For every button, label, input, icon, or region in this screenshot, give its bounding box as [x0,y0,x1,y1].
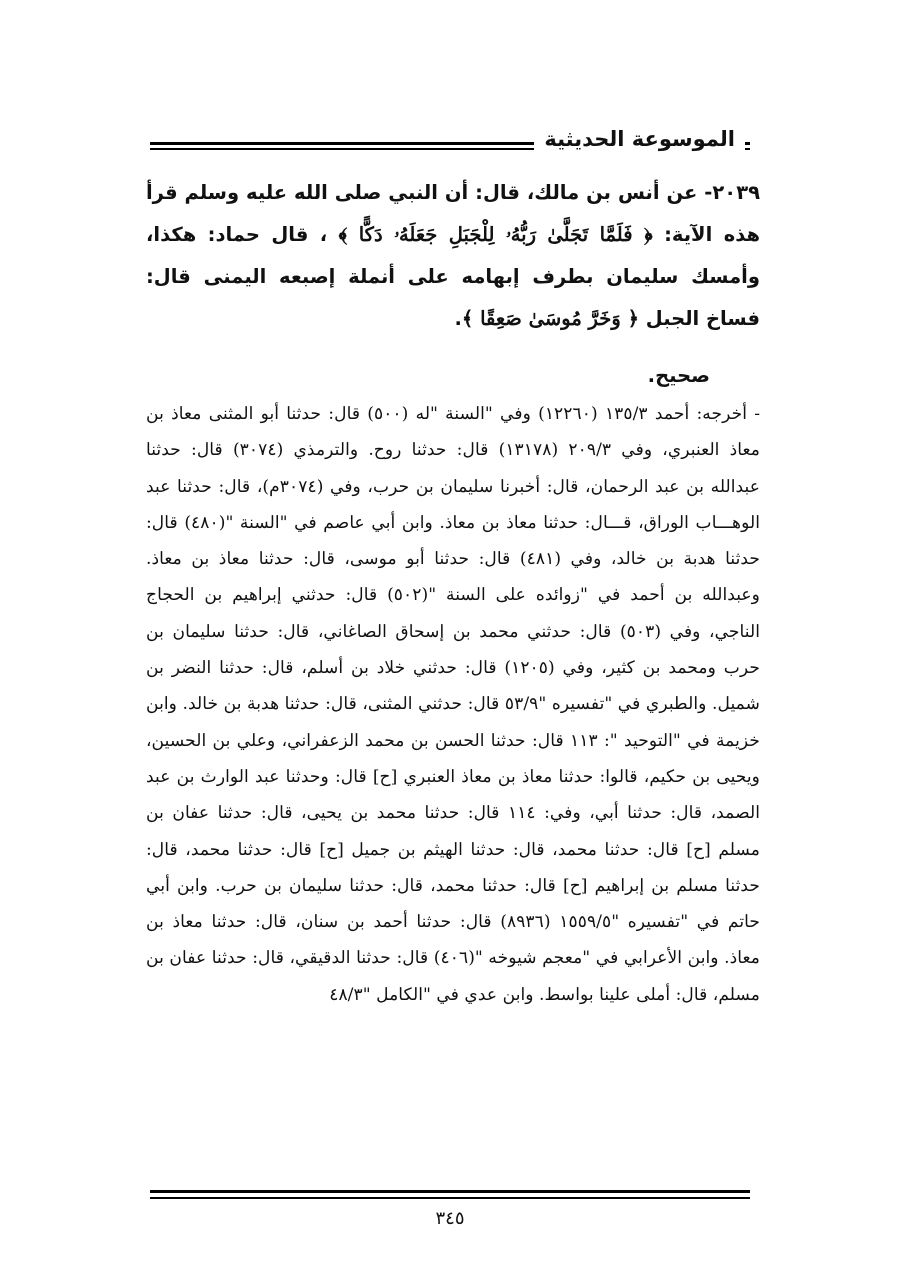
running-header-title: الموسوعة الحديثية [534,124,745,154]
quran-verse: ﴿ فَلَمَّا تَجَلَّىٰ رَبُّهُۥ لِلْجَبَلِ جَعَلَهُۥ دَكًّا ﴾ [338,223,653,246]
hadith-grade: صحيح. [647,364,710,387]
hadith-end: . [454,307,462,330]
hadith-text [146,172,760,340]
quran-verse: ﴿ وَخَرَّ مُوسَىٰ صَعِقًا ﴾ [461,307,639,330]
running-header [150,118,750,158]
takhrij-paragraph: - أخرجه: أحمد ١٣٥/٣ (١٢٢٦٠) وفي "السنة "له (٥٠٠) قال: حدثنا أبو المثنى معاذ بن معاذ العنبري، وفي ٢٠٩/٣ (١٣١٧٨) قال: حدثنا روح. والترمذي (٣٠٧٤) قال: حدثنا عبدالله بن عبد الرحمان، قال: أخبرنا سليمان بن حرب، وفي (٣٠٧٤م)، قال: حدثنا عبد الوهـــاب الوراق، قـــال: حدثنا معاذ بن معاذ. وابن أبي عاصم في "السنة "(٤٨٠) قال: حدثنا هدبة بن خالد، وفي (٤٨١) قال: حدثنا أبو موسى، قال: حدثنا معاذ بن معاذ. وعبدالله بن أحمد في "زوائده على السنة "(٥٠٢) قال: حدثني إبراهيم بن الحجاج الناجي، وفي (٥٠٣) قال: حدثني محمد بن إسحاق الصاغاني، قال: حدثنا سليمان بن حرب ومحمد بن كثير، وفي (١٢٠٥) قال: حدثني خلاد بن أسلم، قال: حدثنا النضر بن شميل. والطبري في "تفسيره "٥٣/٩ قال: حدثني المثنى، قال: حدثنا هدبة بن خالد. وابن خزيمة في "التوحيد ": ١١٣ قال: حدثنا الحسن بن محمد الزعفراني، وعلي بن الحسين، ويحيى بن حكيم، قالوا: حدثنا معاذ بن معاذ العنبري [ح] قال: وحدثنا عبد الوارث بن عبد الصمد، قال: حدثنا أبي، وفي: ١١٤ قال: حدثنا محمد بن يحيى، قال: حدثنا عفان بن مسلم [ح] قال: حدثنا محمد، قال: حدثنا الهيثم بن جميل [ح] قال: حدثنا محمد، قال: حدثنا مسلم بن إبراهيم [ح] قال: حدثنا محمد، قال: حدثنا سليمان بن حرب. وابن أبي حاتم في "تفسيره "١٥٥٩/٥ (٨٩٣٦) قال: حدثنا أحمد بن سنان، قال: حدثنا معاذ بن معاذ. وابن الأعرابي في "معجم شيوخه "(٤٠٦) قال: حدثنا الدقيقي، قال: حدثنا عفان بن مسلم، قال: أملى علينا بواسط. وابن عدي في "الكامل "٤٨/٣ [146,404,761,1005]
footer-rule [150,1190,750,1193]
takhrij-text [146,396,760,1013]
page-number: ٣٤٥ [435,1208,465,1229]
footer-rule [150,1197,750,1199]
hadith-continuation: ، قال حماد: هكذا، وأمسك سليمان بطرف إبهامه على أنملة إصبعه اليمنى قال: فساخ الجبل [146,223,760,330]
hadith-intro: ٢٠٣٩- عن أنس بن مالك، قال: أن النبي صلى الله عليه وسلم قرأ هذه الآية: [146,181,760,246]
hadith-paragraph [146,172,760,340]
